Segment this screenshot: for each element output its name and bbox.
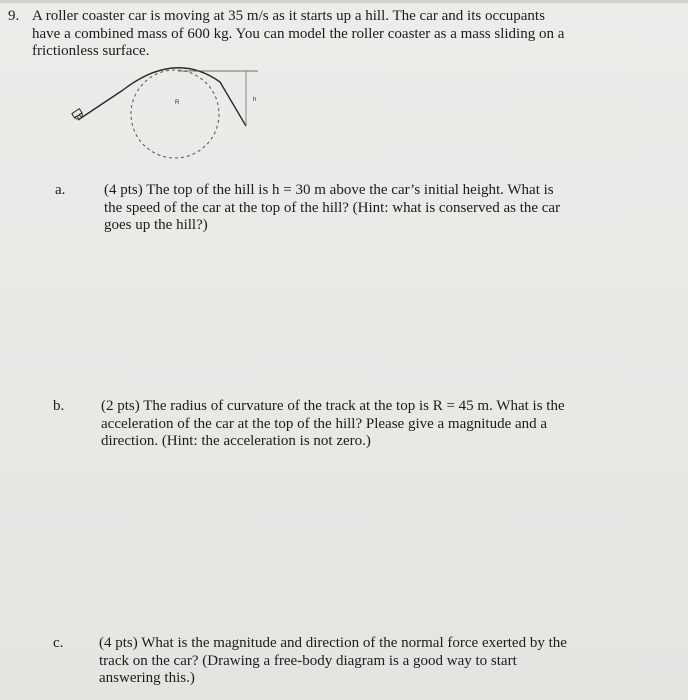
part-b-letter: b. bbox=[53, 398, 65, 414]
track-curve bbox=[78, 68, 246, 126]
roller-coaster-diagram bbox=[60, 62, 280, 170]
page-top-edge bbox=[0, 0, 688, 3]
curvature-circle bbox=[131, 70, 219, 158]
part-b-text: (2 pts) The radius of curvature of the track at the top is R = 45 m. What is the acceleration of the car at the top of the hill? Please give a magnitude and a direction. (Hint: the acceleration is not zero.) bbox=[101, 398, 565, 449]
part-c-text: (4 pts) What is the magnitude and direction of the normal force exerted by the track on the car? (Drawing a free-body diagram is a good way to start answering this.) bbox=[99, 635, 567, 686]
part-a-text: (4 pts) The top of the hill is h = 30 m above the car’s initial height. What is the speed of the car at the top of the hill? (Hint: what is conserved as the car goes up the hill?) bbox=[104, 182, 561, 233]
height-label: h bbox=[253, 97, 257, 103]
part-c-letter: c. bbox=[53, 635, 64, 651]
radius-label: R bbox=[175, 100, 180, 106]
question-text: A roller coaster car is moving at 35 m/s as it starts up a hill. The car and its occupants have a combined mass of 600 kg. You can model the roller coaster as a mass sliding on a frictionless surface. bbox=[32, 8, 565, 59]
part-a-letter: a. bbox=[55, 182, 66, 198]
question-number: 9. bbox=[8, 8, 20, 24]
